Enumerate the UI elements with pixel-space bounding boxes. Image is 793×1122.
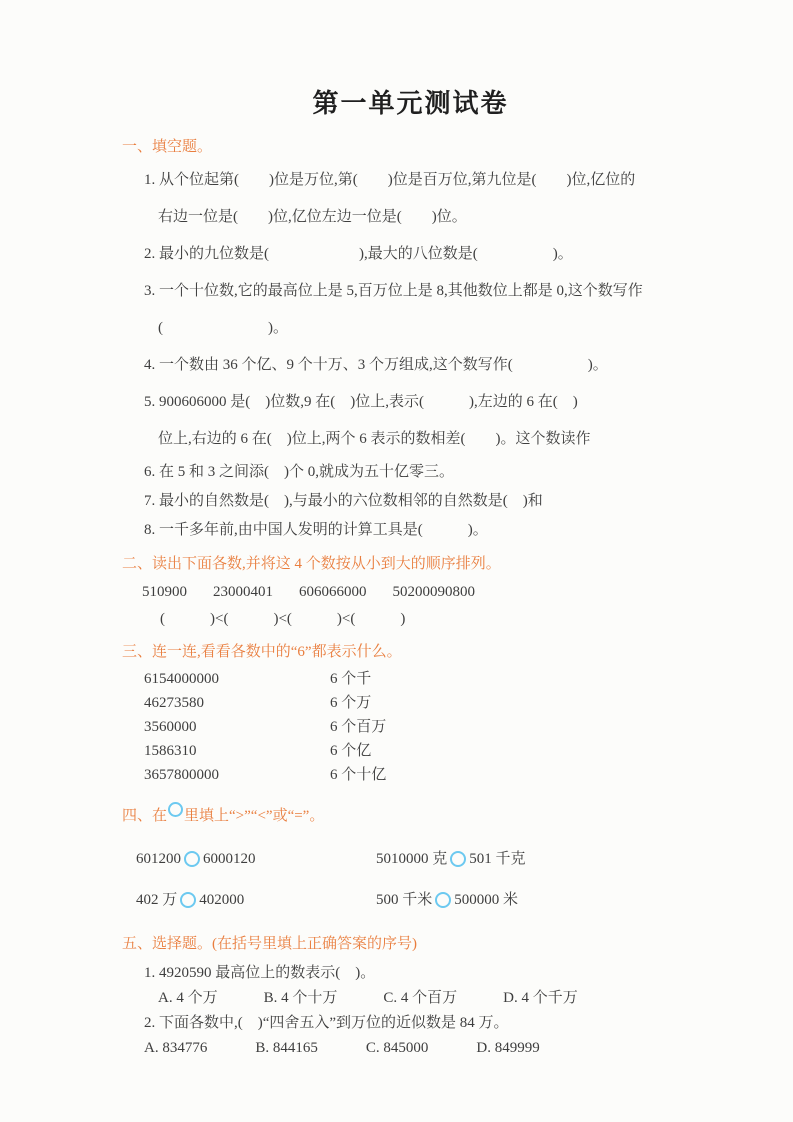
match-row [122, 763, 699, 787]
match-number: 6154000000 [144, 671, 219, 687]
compare-item [376, 887, 518, 913]
option-c: C. 4 个百万 [383, 990, 458, 1006]
match-label: 6 个十亿 [330, 767, 387, 783]
choice-question-2: 2. 下面各数中,( )“四舍五入”到万位的近似数是 84 万。 [144, 1015, 509, 1031]
section-read-and-order [122, 549, 699, 633]
match-number: 3657800000 [144, 767, 219, 783]
option-d: D. 4 个千万 [503, 990, 578, 1006]
section5-heading: 五、选择题。(在括号里填上正确答案的序号) [122, 936, 417, 952]
choice-question-1: 1. 4920590 最高位上的数表示( )。 [144, 965, 376, 981]
section-compare [122, 801, 699, 913]
compare-left: 5010000 克 [376, 851, 448, 867]
section2-ordering-blanks: ( )<( )<( )<( ) [160, 611, 406, 627]
number-value: 23000401 [213, 584, 273, 600]
compare-left: 402 万 [136, 892, 178, 908]
question-3-line-2: ( )。 [158, 320, 288, 336]
match-number: 46273580 [144, 695, 204, 711]
option-d: D. 849999 [476, 1040, 540, 1056]
compare-left: 601200 [136, 851, 181, 867]
question-8: 8. 一千多年前,由中国人发明的计算工具是( )。 [144, 522, 488, 538]
choice-question-1-options [122, 986, 699, 1011]
option-c: C. 845000 [365, 1040, 429, 1056]
section-multiple-choice [122, 929, 699, 1061]
question-1-line-2: 右边一位是( )位,亿位左边一位是( )位。 [158, 209, 467, 225]
section2-number-list [122, 579, 699, 606]
match-label: 6 个百万 [330, 719, 387, 735]
compare-right: 402000 [199, 892, 245, 908]
compare-item [376, 846, 526, 872]
number-value: 606066000 [299, 584, 367, 600]
option-b: B. 4 个十万 [263, 990, 338, 1006]
number-value: 510900 [142, 584, 187, 600]
match-row [122, 691, 699, 715]
compare-right: 500000 米 [454, 892, 519, 908]
option-b: B. 844165 [255, 1040, 318, 1056]
match-row [122, 739, 699, 763]
match-label: 6 个千 [330, 671, 372, 687]
compare-circle-icon [184, 851, 200, 867]
section-fill-in-blanks [122, 132, 699, 545]
section4-heading-prefix: 四、在 [122, 808, 168, 824]
compare-circle-icon [168, 802, 183, 817]
compare-right: 6000120 [203, 851, 256, 867]
paper-title: 第一单元测试卷 [312, 89, 509, 118]
match-number: 3560000 [144, 719, 197, 735]
choice-question-2-options [122, 1036, 699, 1061]
section-matching [122, 637, 699, 787]
section4-heading [122, 801, 699, 831]
question-2: 2. 最小的九位数是( ),最大的八位数是( )。 [144, 246, 573, 262]
option-a: A. 4 个万 [158, 990, 218, 1006]
compare-item [136, 846, 376, 872]
option-a: A. 834776 [144, 1040, 208, 1056]
compare-item [136, 887, 376, 913]
compare-circle-icon [450, 851, 466, 867]
number-value: 50200090800 [392, 584, 475, 600]
question-5-line-1: 5. 900606000 是( )位数,9 在( )位上,表示( ),左边的 6 在( ) [144, 394, 578, 410]
question-1-line-1: 1. 从个位起第( )位是万位,第( )位是百万位,第九位是( )位,亿位的 [144, 172, 636, 188]
section3-heading: 三、连一连,看看各数中的“6”都表示什么。 [122, 644, 402, 660]
compare-circle-icon [180, 892, 196, 908]
section1-heading: 一、填空题。 [122, 139, 213, 155]
compare-right: 501 千克 [469, 851, 526, 867]
match-label: 6 个万 [330, 695, 372, 711]
question-6: 6. 在 5 和 3 之间添( )个 0,就成为五十亿零三。 [144, 464, 454, 480]
compare-row [122, 887, 699, 913]
compare-left: 500 千米 [376, 892, 433, 908]
match-row [122, 715, 699, 739]
match-row [122, 667, 699, 691]
match-number: 1586310 [144, 743, 197, 759]
question-7: 7. 最小的自然数是( ),与最小的六位数相邻的自然数是( )和 [144, 493, 543, 509]
compare-circle-icon [435, 892, 451, 908]
section4-heading-suffix: 里填上“>”“<”或“=”。 [184, 808, 325, 824]
question-4: 4. 一个数由 36 个亿、9 个十万、3 个万组成,这个数写作( )。 [144, 357, 608, 373]
compare-row [122, 846, 699, 872]
question-5-line-2: 位上,右边的 6 在( )位上,两个 6 表示的数相差( )。这个数读作 [158, 431, 591, 447]
match-label: 6 个亿 [330, 743, 372, 759]
question-3-line-1: 3. 一个十位数,它的最高位上是 5,百万位上是 8,其他数位上都是 0,这个数写作 [144, 283, 643, 299]
section2-heading: 二、读出下面各数,并将这 4 个数按从小到大的顺序排列。 [122, 556, 501, 572]
